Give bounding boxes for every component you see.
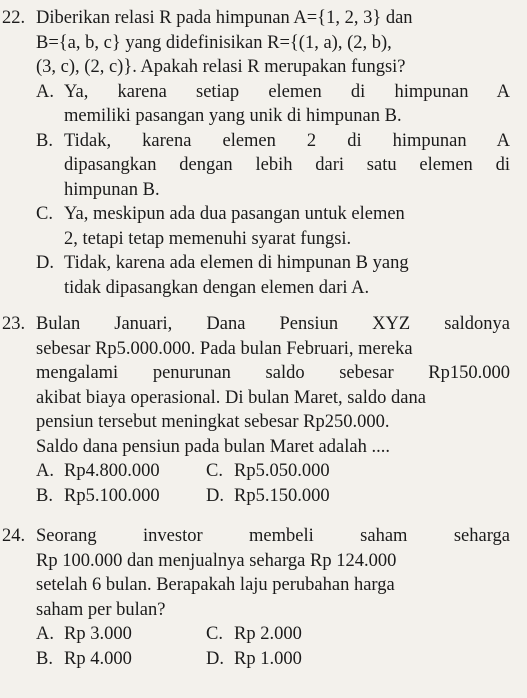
option-line: Tidak, karena elemen 2 di himpunan A xyxy=(64,130,510,151)
option-a[interactable] xyxy=(0,80,520,129)
question-line: saham per bulan? xyxy=(36,599,166,620)
option-a[interactable] xyxy=(36,622,206,647)
option-a[interactable] xyxy=(36,459,206,484)
option-line: dipasangkan dengan lebih dari satu elemen di xyxy=(64,155,510,175)
question-24 xyxy=(0,524,520,671)
question-text xyxy=(36,524,520,622)
question-line: Seorang investor membeli saham seharga xyxy=(36,526,510,546)
option-label: B. xyxy=(36,485,53,506)
option-grid xyxy=(0,459,520,508)
option-b[interactable] xyxy=(36,647,206,672)
question-line: Saldo dana pensiun pada bulan Maret adalah .... xyxy=(36,436,390,457)
option-d[interactable] xyxy=(206,647,386,672)
question-line: akibat biaya operasional. Di bulan Maret, saldo dana xyxy=(36,387,426,408)
question-22 xyxy=(0,6,520,300)
option-line: 2, tetapi tetap memenuhi syarat fungsi. xyxy=(64,228,352,249)
question-line: setelah 6 bulan. Berapakah laju perubahan harga xyxy=(36,575,395,595)
option-text: Rp5.100.000 xyxy=(64,485,160,506)
option-label: C. xyxy=(206,624,223,644)
option-label: B. xyxy=(36,648,53,669)
option-b[interactable] xyxy=(0,129,520,203)
option-text: Rp 3.000 xyxy=(64,624,132,644)
question-line: sebesar Rp5.000.000. Pada bulan Februari, mereka xyxy=(36,338,413,359)
option-text: Rp 4.000 xyxy=(64,648,132,669)
question-line: (3, c), (2, c)}. Apakah relasi R merupakan fungsi? xyxy=(36,57,406,77)
question-number: 23. xyxy=(2,314,26,334)
question-line: mengalami penurunan saldo sebesar Rp150.000 xyxy=(36,363,510,383)
option-c[interactable] xyxy=(0,202,520,251)
option-text: Rp5.050.000 xyxy=(234,461,330,481)
question-number: 24. xyxy=(2,526,26,546)
question-line: Bulan Januari, Dana Pensiun XYZ saldonya xyxy=(36,314,510,334)
option-b[interactable] xyxy=(36,484,206,509)
option-label: A. xyxy=(36,81,54,102)
option-line: Ya, karena setiap elemen di himpunan A xyxy=(64,81,510,102)
option-label: A. xyxy=(36,624,54,644)
option-line: memiliki pasangan yang unik di himpunan B. xyxy=(64,106,402,126)
question-line: Diberikan relasi R pada himpunan A={1, 2, 3} dan xyxy=(36,8,413,28)
question-line: Rp 100.000 dan menjualnya seharga Rp 124.000 xyxy=(36,550,397,571)
option-d[interactable] xyxy=(0,251,520,300)
option-line: Tidak, karena ada elemen di himpunan B yang xyxy=(64,253,409,273)
option-c[interactable] xyxy=(206,622,386,647)
option-text: Rp 1.000 xyxy=(234,648,302,669)
option-grid xyxy=(0,622,520,671)
option-label: C. xyxy=(206,461,223,481)
option-label: D. xyxy=(206,648,224,669)
option-label: C. xyxy=(36,204,53,224)
option-line: himpunan B. xyxy=(64,179,160,200)
option-label: A. xyxy=(36,461,54,481)
option-line: tidak dipasangkan dengan elemen dari A. xyxy=(64,277,370,298)
option-label: B. xyxy=(36,130,53,151)
question-number: 22. xyxy=(2,8,26,28)
question-text xyxy=(36,6,520,80)
question-line: B={a, b, c} yang didefinisikan R={(1, a), (2, b), xyxy=(36,32,392,53)
option-c[interactable] xyxy=(206,459,386,484)
question-text xyxy=(36,312,520,459)
question-line: pensiun tersebut meningkat sebesar Rp250.000. xyxy=(36,412,390,432)
option-d[interactable] xyxy=(206,484,386,509)
option-label: D. xyxy=(206,485,224,506)
option-text: Rp4.800.000 xyxy=(64,461,160,481)
option-text: Rp5.150.000 xyxy=(234,485,330,506)
question-23 xyxy=(0,312,520,508)
option-text: Rp 2.000 xyxy=(234,624,302,644)
option-label: D. xyxy=(36,253,54,273)
option-line: Ya, meskipun ada dua pasangan untuk elemen xyxy=(64,204,405,224)
